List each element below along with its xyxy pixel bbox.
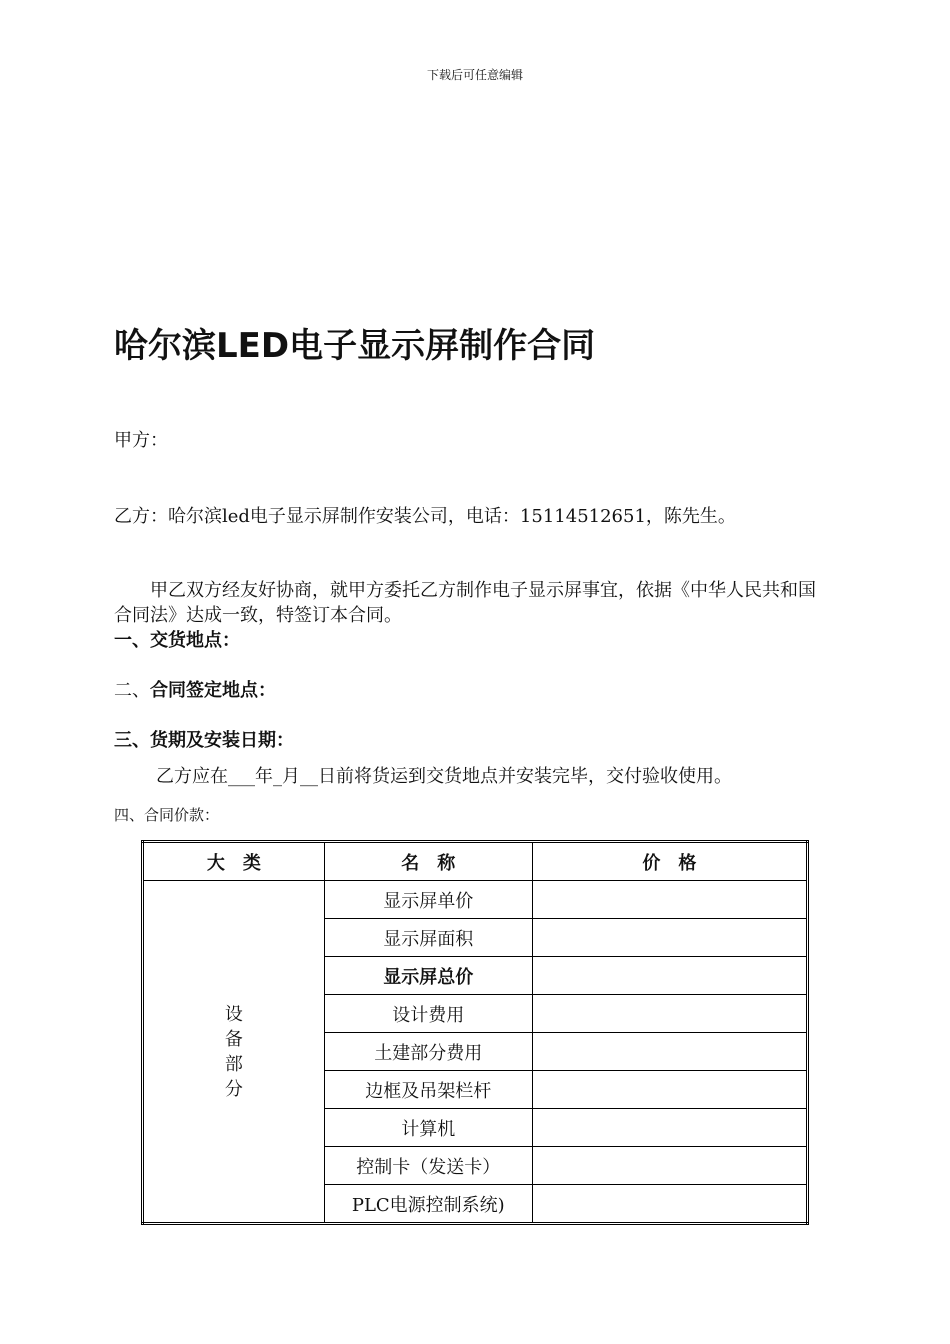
header-category: 大 类 bbox=[143, 842, 325, 881]
category-char: 设 bbox=[224, 1003, 243, 1025]
section-3-body: 乙方应在___年_月__日前将货运到交货地点并安装完毕，交付验收使用。 bbox=[156, 766, 732, 787]
category-cell-equipment bbox=[143, 881, 325, 1224]
item-price[interactable] bbox=[532, 1033, 807, 1071]
header-name: 名 称 bbox=[324, 842, 532, 881]
item-name: 控制卡（发送卡） bbox=[324, 1147, 532, 1185]
section-1-heading: 一、交货地点： bbox=[114, 630, 240, 651]
intro-paragraph: 甲乙双方经友好协商，就甲方委托乙方制作电子显示屏事宜，依据《中华人民共和国合同法》达成一致，特签订本合同。 bbox=[114, 580, 816, 626]
item-name: 显示屏面积 bbox=[324, 919, 532, 957]
item-name: 显示屏总价 bbox=[324, 957, 532, 995]
section-2-label: 合同签定地点： bbox=[150, 680, 276, 701]
item-price[interactable] bbox=[532, 1185, 807, 1224]
section-2-number: 二、 bbox=[114, 680, 150, 701]
page-header-note: 下载后可任意编辑 bbox=[426, 68, 523, 82]
item-name: 土建部分费用 bbox=[324, 1033, 532, 1071]
category-char: 部 bbox=[224, 1053, 243, 1075]
section-4-heading: 四、合同价款： bbox=[114, 806, 220, 824]
item-price[interactable] bbox=[532, 1071, 807, 1109]
header-price: 价 格 bbox=[532, 842, 807, 881]
item-price[interactable] bbox=[532, 995, 807, 1033]
item-price[interactable] bbox=[532, 881, 807, 919]
table-header-row bbox=[143, 842, 808, 881]
item-name: 计算机 bbox=[324, 1109, 532, 1147]
item-price[interactable] bbox=[532, 957, 807, 995]
section-3-heading: 三、货期及安装日期： bbox=[114, 730, 294, 751]
party-a-line: 甲方： bbox=[114, 430, 168, 451]
item-name: 边框及吊架栏杆 bbox=[324, 1071, 532, 1109]
item-price[interactable] bbox=[532, 1147, 807, 1185]
item-price[interactable] bbox=[532, 919, 807, 957]
table-row bbox=[143, 881, 808, 919]
item-name: PLC电源控制系统) bbox=[324, 1185, 532, 1224]
item-name: 显示屏单价 bbox=[324, 881, 532, 919]
category-char: 分 bbox=[224, 1078, 243, 1100]
price-table bbox=[141, 840, 809, 1225]
category-char: 备 bbox=[224, 1028, 243, 1050]
item-name: 设计费用 bbox=[324, 995, 532, 1033]
section-2-heading bbox=[114, 678, 276, 704]
party-b-line: 乙方：哈尔滨led电子显示屏制作安装公司，电话：15114512651，陈先生。 bbox=[114, 506, 736, 527]
item-price[interactable] bbox=[532, 1109, 807, 1147]
document-title: 哈尔滨LED电子显示屏制作合同 bbox=[114, 326, 596, 366]
